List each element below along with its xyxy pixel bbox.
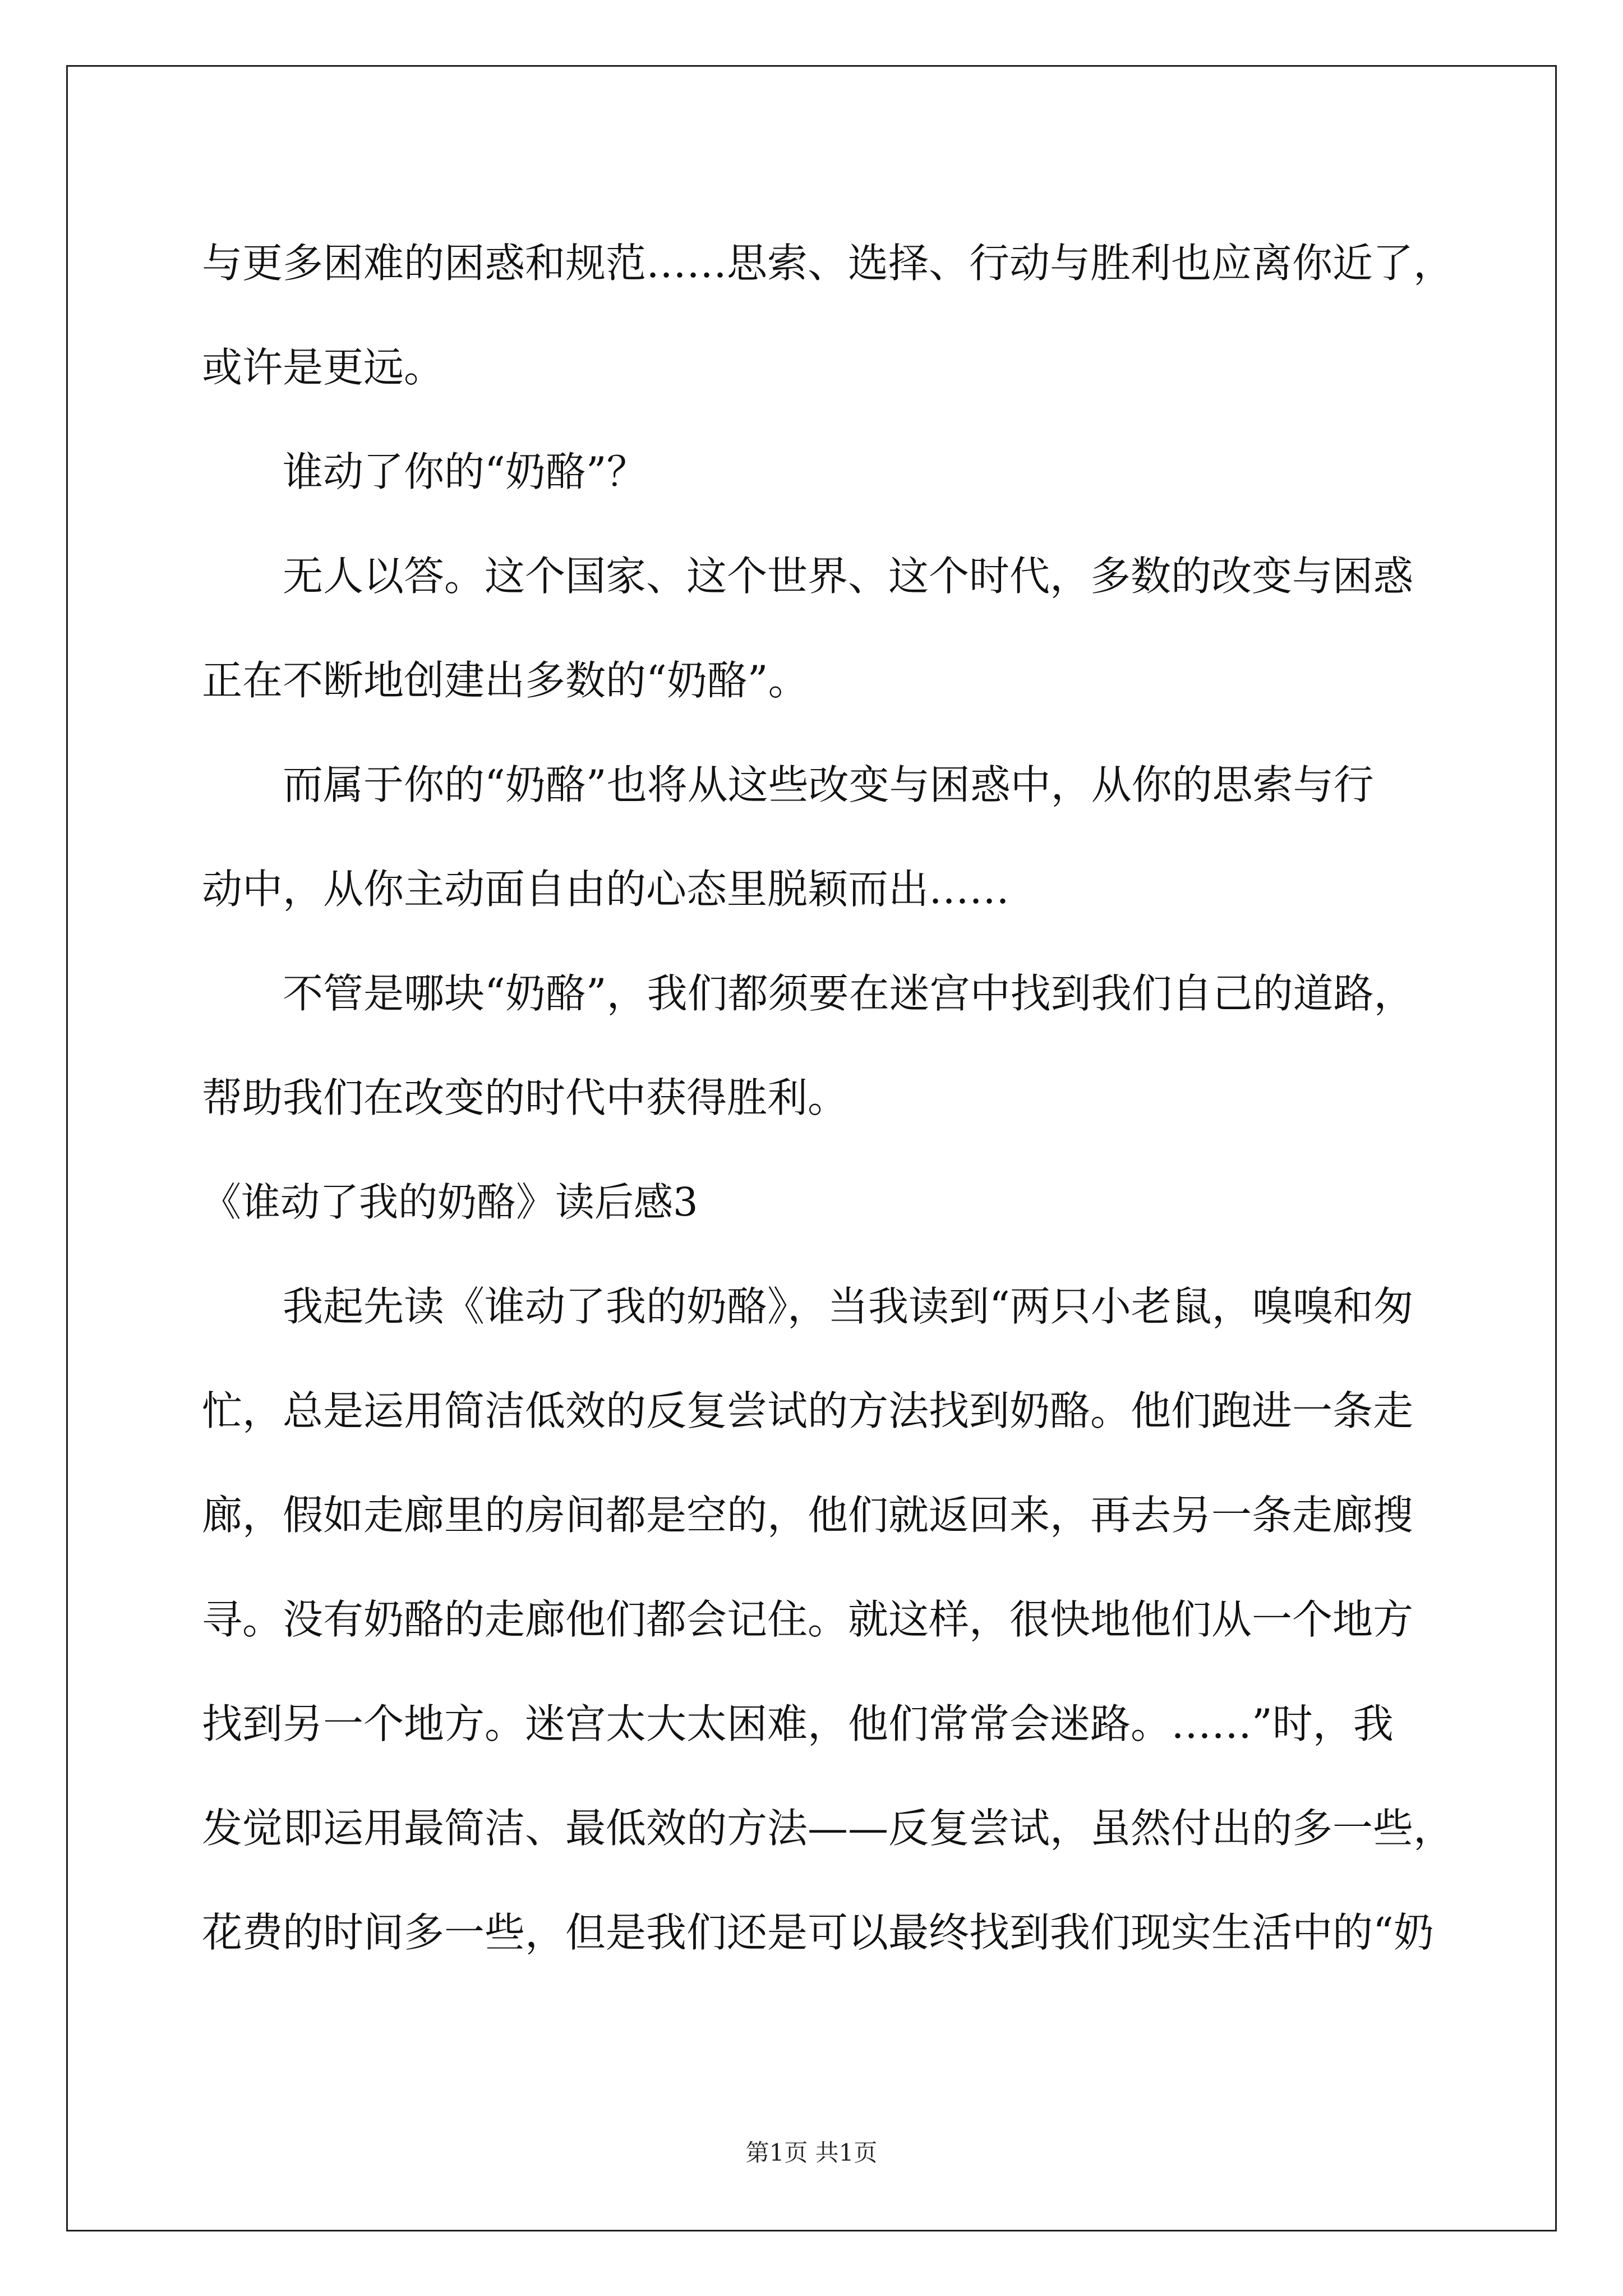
text-line: 与更多困难的困惑和规范……思索、选择、行动与胜利也应离你近了， <box>202 240 1454 287</box>
paragraph-line: 不管是哪块“奶酪”，我们都须要在迷宫中找到我们自己的道路， <box>283 970 1414 1017</box>
document-body <box>202 211 1458 1985</box>
section-heading: 《谁动了我的奶酪》读后感3 <box>202 1179 698 1225</box>
text-line: 找到另一个地方。迷宫太大太困难，他们常常会迷路。……”时，我 <box>202 1700 1394 1747</box>
text-line: 廊，假如走廊里的房间都是空的，他们就返回来，再去另一条走廊搜 <box>202 1492 1414 1539</box>
text-line: 帮助我们在改变的时代中获得胜利。 <box>202 1074 849 1121</box>
text-line: 动中，从你主动面自由的心态里脱颖而出…… <box>202 866 1010 913</box>
page-footer: 第1页 共1页 <box>745 2139 878 2166</box>
paragraph-line: 我起先读《谁动了我的奶酪》，当我读到“两只小老鼠，嗅嗅和匆 <box>283 1283 1414 1330</box>
paragraph-line: 谁动了你的“奶酪”？ <box>283 448 647 495</box>
text-line: 发觉即运用最简洁、最低效的方法——反复尝试，虽然付出的多一些， <box>202 1805 1454 1852</box>
text-line: 或许是更远。 <box>202 344 445 391</box>
text-line: 寻。没有奶酪的走廊他们都会记住。就这样，很快地他们从一个地方 <box>202 1596 1414 1643</box>
text-line: 花费的时间多一些，但是我们还是可以最终找到我们现实生活中的“奶 <box>202 1909 1434 1956</box>
paragraph-line: 而属于你的“奶酪”也将从这些改变与困惑中，从你的思索与行 <box>283 761 1374 808</box>
paragraph-line: 无人以答。这个国家、这个世界、这个时代，多数的改变与困惑 <box>283 553 1414 600</box>
text-line: 忙，总是运用简洁低效的反复尝试的方法找到奶酪。他们跑进一条走 <box>202 1387 1414 1434</box>
text-line: 正在不断地创建出多数的“奶酪”。 <box>202 657 809 704</box>
